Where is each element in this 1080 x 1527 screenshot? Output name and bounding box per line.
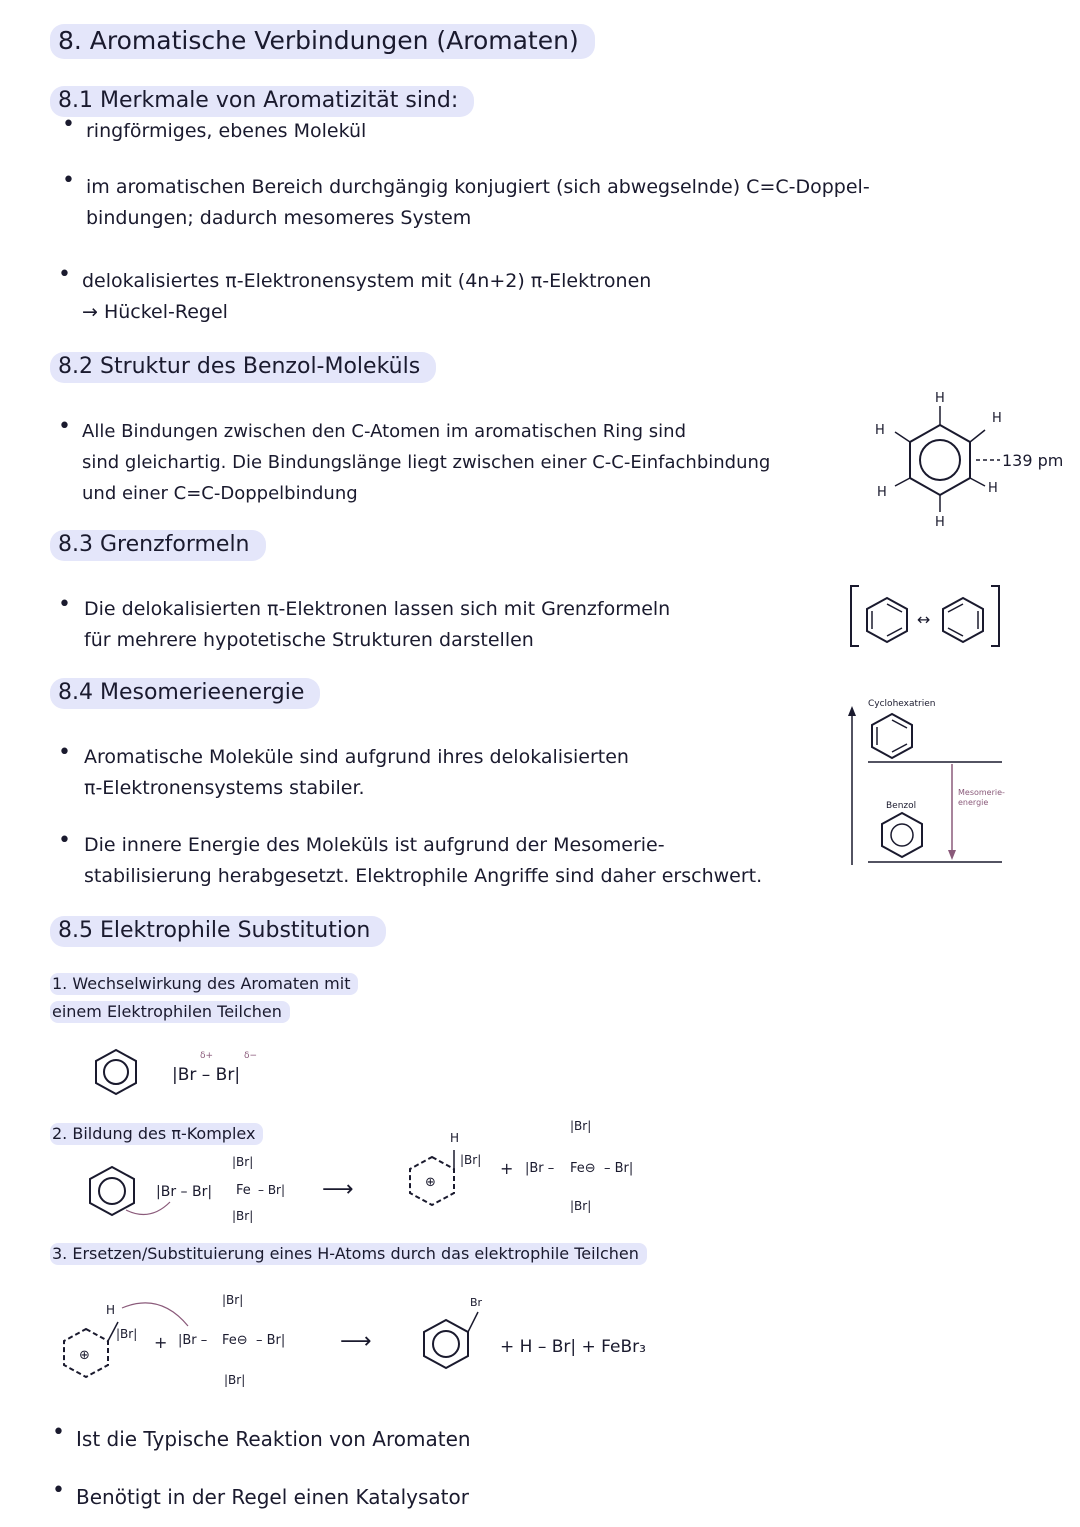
partial-charge-minus: δ− [244,1051,258,1061]
partial-charge-plus: δ+ [200,1051,214,1061]
bromine-substituent: |Br| [116,1327,138,1341]
bullet-dot: • [62,168,75,193]
step-1-line-2: einem Elektrophilen Teilchen [50,1002,290,1021]
section-8-1-heading: 8.1 Merkmale von Aromatizität sind: [50,88,474,113]
ch-bond [970,430,985,442]
section-8-4-heading: 8.4 Mesomerieenergie [50,680,320,705]
cyclohexatriene-label: Cyclohexatrien [868,699,936,709]
bromine-molecule: |Br – Br| [172,1065,241,1085]
left-bracket [851,586,859,646]
section-8-5-heading: 8.5 Elektrophile Substitution [50,918,386,943]
note-2: Benötigt in der Regel einen Katalysator [76,1485,469,1509]
reaction-arrow: ⟶ [322,1177,354,1202]
cation-charge: ⊕ [79,1348,90,1363]
bullet-dot: • [52,1420,65,1445]
ch-bond [895,432,910,442]
s3-line-2: für mehrere hypotetische Strukturen darstellen [84,629,534,651]
step-1-diagram [80,1040,280,1110]
bromine-bottom: |Br| [570,1199,592,1213]
s4-bullet-1-line-2: π-Elektronensystems stabiler. [84,777,365,799]
bromine-left: |Br – [525,1161,555,1176]
atom-h: H [988,481,998,496]
benzene-ring-small [882,813,922,857]
resonance-structures-diagram [845,580,1005,652]
reaction-arrow: ⟶ [340,1329,372,1354]
bullet-dot: • [52,1478,65,1503]
s4-bullet-2-line-1: Die innere Energie des Moleküls ist aufgrund der Mesomerie- [84,834,665,856]
bromobenzene-ring [424,1320,468,1368]
benzene-ring [90,1167,134,1215]
bullet-dot: • [62,112,75,137]
bromine-top: |Br| [222,1293,244,1307]
atom-h: H [992,411,1002,426]
iron-atom: Fe [236,1183,251,1198]
bullet-dot: • [58,740,71,765]
proton-transfer-arrow [122,1303,188,1326]
c-br-bond [468,1312,478,1332]
bullet-dot: • [58,262,71,287]
bromine-top: |Br| [570,1119,592,1133]
bullet-dot: • [58,592,71,617]
bromine-right: – Br| [604,1161,634,1176]
page-title: 8. Aromatische Verbindungen (Aromaten) [50,26,595,55]
bromine-substituent: |Br| [460,1153,482,1167]
mesomerie-energy-diagram [840,690,1015,870]
mesomerie-energy-arrowhead [948,850,956,860]
step-3-heading: 3. Ersetzen/Substituierung eines H-Atoms durch das elektrophile Teilchen [50,1244,647,1263]
bullet-dot: • [58,414,71,439]
bromine-product: Br [470,1296,483,1309]
plus-sign: + [500,1159,514,1178]
section-8-3-heading: 8.3 Grenzformeln [50,532,266,557]
delocalized-ring [920,440,960,480]
bromine-left: |Br – [178,1333,208,1348]
atom-h: H [875,423,885,438]
s1-bullet-1: ringförmiges, ebenes Molekül [86,120,367,142]
energy-axis-arrowhead [848,706,856,716]
s1-bullet-2-line-2: bindungen; dadurch mesomeres System [86,207,472,229]
right-bracket [991,586,999,646]
ferrate-anion: Fe⊖ [570,1161,596,1176]
step-2-diagram [70,1110,690,1230]
atom-h: H [450,1131,460,1145]
atom-h: H [935,515,945,530]
ch-bond [970,478,985,486]
s4-bullet-2-line-2: stabilisierung herabgesetzt. Elektrophile Angriffe sind daher erschwert. [84,865,763,887]
s2-line-3: und einer C=C-Doppelbindung [82,483,358,504]
s2-line-2: sind gleichartig. Die Bindungslänge liegt zwischen einer C-C-Einfachbindung [82,452,771,473]
bromine-right: – Br| [256,1333,286,1348]
bromine-molecule: |Br – Br| [156,1184,213,1200]
ferrate-anion: Fe⊖ [222,1333,248,1348]
delocalized-ring [99,1178,125,1204]
bromine-right: – Br| [258,1183,286,1197]
step-3-diagram [50,1282,710,1402]
bromine-bottom: |Br| [224,1373,246,1387]
s2-line-1: Alle Bindungen zwischen den C-Atomen im aromatischen Ring sind [82,421,686,442]
step-2-heading: 2. Bildung des π-Komplex [50,1124,263,1143]
ch-bond [895,478,910,486]
cation-charge: ⊕ [425,1175,436,1190]
step-1-line-1: 1. Wechselwirkung des Aromaten mit [50,974,358,993]
atom-h: H [935,391,945,406]
bond-length-label: 139 pm [1002,451,1064,470]
mesomerie-energy-label-1: Mesomerie- [958,788,1005,797]
bullet-dot: • [58,828,71,853]
mesomerie-energy-label-2: energie [958,798,989,807]
resonance-arrow: ↔ [917,610,931,629]
delocalized-ring [433,1331,459,1357]
s1-bullet-2-line-1: im aromatischen Bereich durchgängig konjugiert (sich abwegselnde) C=C-Doppel- [86,176,870,198]
delocalized-ring [891,824,913,846]
atom-h: H [106,1303,116,1317]
bromine-bottom: |Br| [232,1209,254,1223]
plus-sign: + [154,1333,168,1352]
s4-bullet-1-line-1: Aromatische Moleküle sind aufgrund ihres delokalisierten [84,746,629,768]
delocalized-ring [104,1060,128,1084]
note-1: Ist die Typische Reaktion von Aromaten [76,1427,471,1451]
benzene-structure-diagram [860,380,1070,530]
section-8-2-heading: 8.2 Struktur des Benzol-Moleküls [50,354,436,379]
atom-h: H [877,485,887,500]
benzene-label: Benzol [886,801,917,811]
bromine-top: |Br| [232,1155,254,1169]
s3-line-1: Die delokalisierten π-Elektronen lassen sich mit Grenzformeln [84,598,671,620]
benzene-ring [96,1050,136,1094]
byproducts: + H – Br| + FeBr₃ [500,1337,646,1357]
s1-bullet-3-line-1: delokalisiertes π-Elektronensystem mit (4n+2) π-Elektronen [82,270,652,292]
s1-bullet-3-line-2: → Hückel-Regel [82,301,228,323]
